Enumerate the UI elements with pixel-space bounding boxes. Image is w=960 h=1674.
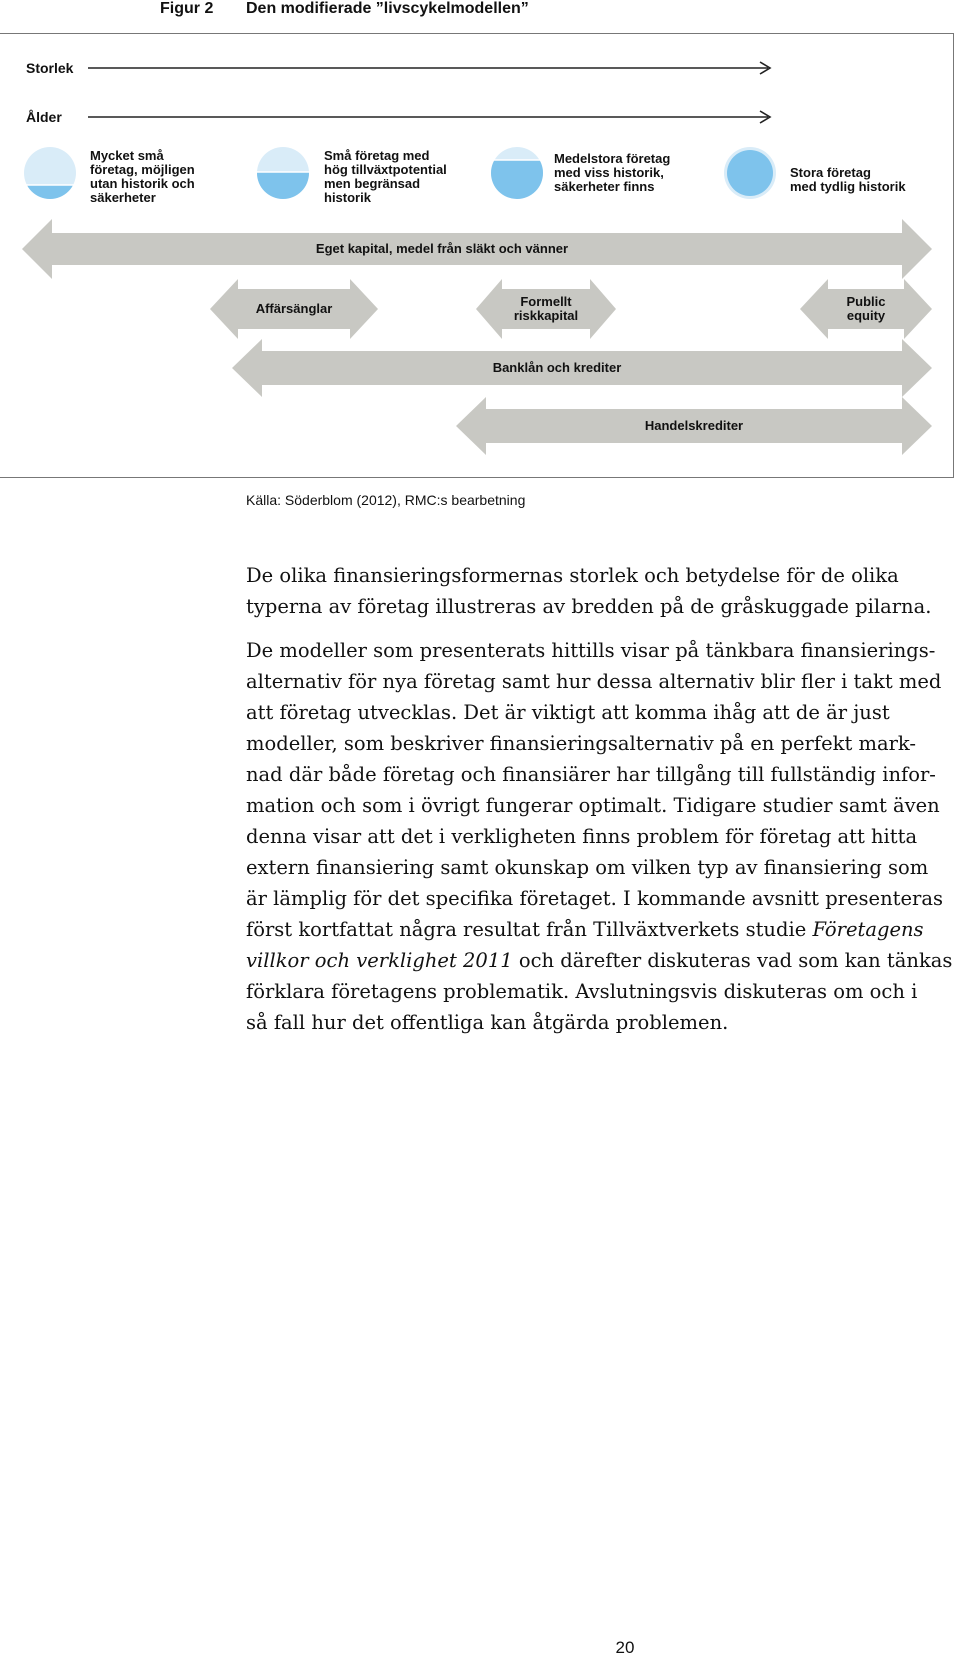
stage-1-label: Mycket små företag, möjligen utan historik och säkerheter: [90, 148, 195, 205]
age-axis-arrow: [88, 107, 778, 127]
paragraph-2-line-10: först kortfattat några resultat från Tillväxtverkets studie Företagens: [246, 918, 924, 941]
stage-1-circle-icon: [23, 146, 77, 200]
paragraph-1: De olika finansieringsformernas storlek och betydelse för de olika typerna av företag illustreras av bredden på de gråskuggade pilarna.: [246, 564, 932, 618]
arrow-handelskrediter: [456, 397, 932, 455]
figure-box: [0, 33, 954, 478]
stage-4-circle-icon: [723, 146, 777, 200]
arrow-banklan-label: Banklån och krediter: [492, 360, 622, 375]
size-axis-label: Storlek: [26, 60, 74, 76]
paragraph-2: De modeller som presenterats hittills visar på tänkbara finansierings- alternativ för nya företag samt hur dessa alternativ blir fler i takt med att företag utvecklas. Det är viktigt att komma ihåg att de är just modeller, som beskriver finansieringsalternativ på en perfekt mark- nad där både företag och finansiärer har tillgång till fullständig infor- mation och som i övrigt fungerar optimalt. Tidigare studier samt även denna visar att det i verkligheten finns problem för företag att hitta extern finansiering samt okunskap om vilken typ av finansiering som är lämplig för det specifika företaget. I kommande avsnitt presenteras först kortfattat några resultat från Tillväxtverkets studie Företagens villkor och verklighet 2011 och därefter diskuteras vad som kan tänkas förklara företagens problematik. Avslutningsvis diskuteras om och i så fall hur det offentliga kan åtgärda problemen.: [246, 635, 958, 1038]
arrow-public-equity: [800, 279, 932, 339]
figure-title: Den modifierade ”livscykelmodellen”: [246, 0, 529, 17]
arrow-affarsanglar-label: Affärsänglar: [255, 301, 333, 316]
figure-number: Figur 2: [160, 0, 214, 17]
age-axis-label: Ålder: [26, 109, 62, 125]
stage-2-label: Små företag med hög tillväxtpotential men begränsad historik: [324, 148, 447, 205]
paragraph-2-line-11: villkor och verklighet 2011 och därefter diskuteras vad som kan tänkas: [246, 949, 953, 972]
stage-4-label: Stora företag med tydlig historik: [790, 165, 906, 194]
stage-2-circle-icon: [256, 146, 310, 200]
arrow-formellt-riskkapital: [476, 279, 616, 339]
arrow-formellt-riskkapital-label: Formellt riskkapital: [513, 294, 579, 323]
figure-source: Källa: Söderblom (2012), RMC:s bearbetning: [246, 492, 526, 508]
stage-3-label: Medelstora företag med viss historik, säkerheter finns: [554, 151, 671, 194]
arrow-eget-kapital: [22, 219, 932, 279]
arrow-handelskrediter-label: Handelskrediter: [644, 418, 744, 433]
size-axis-arrow: [88, 58, 778, 78]
arrow-banklan: [232, 339, 932, 397]
arrow-public-equity-label: Public equity: [846, 294, 886, 323]
arrow-eget-kapital-label: Eget kapital, medel från släkt och vänner: [315, 241, 569, 256]
stage-3-circle-icon: [490, 146, 544, 200]
page-number: 20: [615, 1638, 635, 1657]
arrow-affarsanglar: [210, 279, 378, 339]
